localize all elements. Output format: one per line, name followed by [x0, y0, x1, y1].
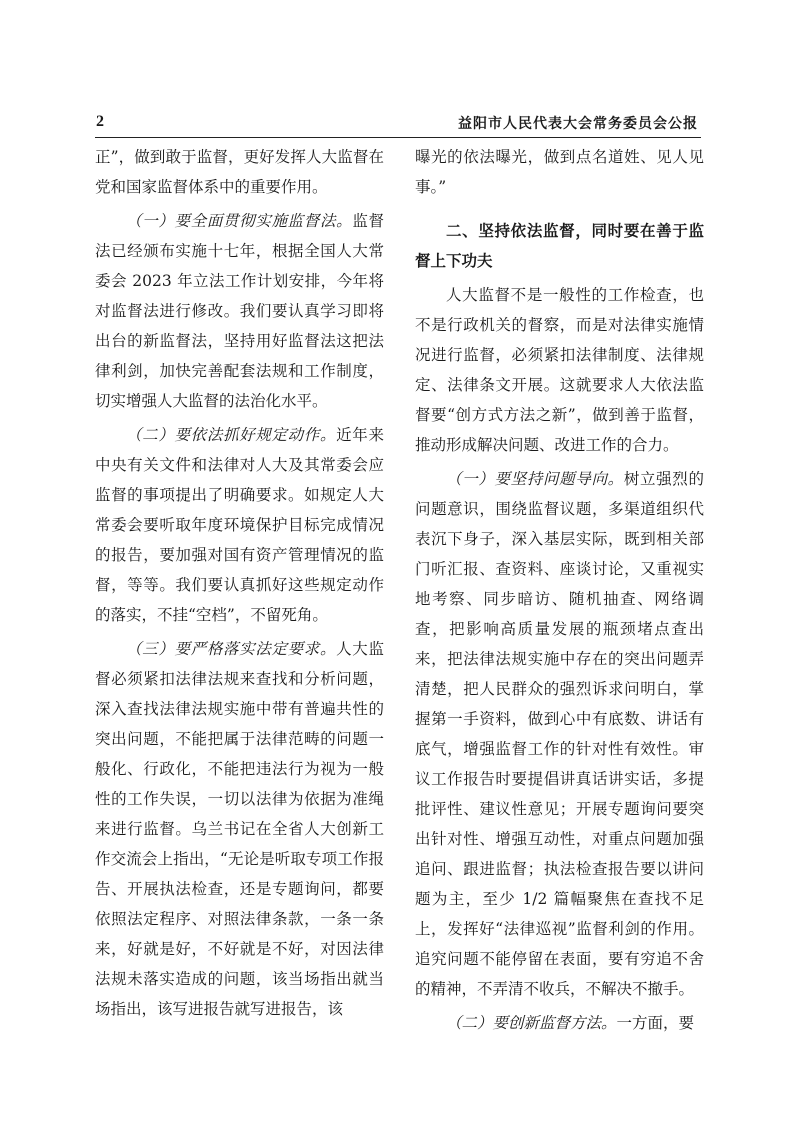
header-rule	[95, 137, 701, 138]
paragraph-body: 树立强烈的问题意识，围绕监督议题，多渠道组织代表沉下身子，深入基层实际，既到相关部门听汇报、查资料、座谈讨论，又重视实地考察、同步暗访、随机抽查、网络调查，把影响高质量发展的瓶颈堵点查出来，把法律法规实施中存在的突出问题弄清楚，把人民群众的强烈诉求问明白，掌握第一手资料，做到心中有底数、讲话有底气，增强监督工作的针对性有效性。审议工作报告时要提倡讲真话讲实话，多提批评性、建议性意见；开展专题询问要突出针对性、增强互动性，对重点问题加强追问、跟进监督；执法检查报告要以讲问题为主，至少 1/2 篇幅聚焦在查找不足上，发挥好“法律巡视”监督利剑的作用。追究问题不能停留在表面，要有穷追不舍的精神，不弄清不收兵，不解决不撤手。	[415, 470, 704, 998]
running-header: 益阳市人民代表大会常务委员会公报	[458, 116, 698, 132]
paragraph-body: 人大监督必须紧扣法律法规来查找和分析问题，深入查找法律法规实施中带有普遍共性的突出问题，不能把属于法律范畴的问题一般化、行政化，不能把违法行为视为一般性的工作失误，一切以法律为依据为准绳来进行监督。乌兰书记在全省人大创新工作交流会上指出，“无论是听取专项工作报告、开展执法检查，还是专题询问，都要依照法定程序、对照法律条款，一条一条来，好就是好，不好就是不好，对因法律法规未落实造成的问题，该当场指出就当场指出，该写进报告就写进报告，该	[95, 640, 384, 1018]
paragraph: 人大监督不是一般性的工作检查，也不是行政机关的督察，而是对法律实施情况进行监督，必须紧扣法律制度、法律规定、法律条文开展。这就要求人大依法监督要“创方式方法之新”，做到善于监督，推动形成解决问题、改进工作的合力。	[415, 286, 704, 454]
paragraph: 曝光的依法曝光，做到点名道姓、见人见事。”	[415, 148, 704, 196]
paragraph-body: 一方面，要	[616, 1014, 695, 1032]
paragraph	[95, 420, 384, 630]
section-lead: （三）要严格落实法定要求。	[126, 640, 337, 658]
section-lead: （一）要坚持问题导向。	[446, 470, 624, 488]
section-lead: （二）要依法抓好规定动作。	[126, 426, 337, 444]
page-number: 2	[96, 113, 104, 130]
paragraph-body: 近年来中央有关文件和法律对人大及其常委会应监督的事项提出了明确要求。如规定人大常委会要听取年度环境保护目标完成情况的报告，要加强对国有资产管理情况的监督，等等。我们要认真抓好这些规定动作的落实，不挂“空档”，不留死角。	[95, 426, 384, 624]
paragraph	[95, 206, 384, 416]
section-lead: （一）要全面贯彻实施监督法。	[126, 212, 353, 230]
section-lead: （二）要创新监督方法。	[446, 1014, 617, 1032]
paragraph	[95, 634, 384, 1024]
left-column	[95, 142, 384, 1024]
paragraph: 正”，做到敢于监督，更好发挥人大监督在党和国家监督体系中的重要作用。	[95, 148, 384, 196]
paragraph	[415, 464, 704, 1004]
paragraph	[415, 1008, 704, 1038]
section-heading: 二、坚持依法监督，同时要在善于监督上下功夫	[415, 222, 704, 270]
right-column	[415, 142, 704, 1038]
paragraph-body: 监督法已经颁布实施十七年，根据全国人大常委会 2023 年立法工作计划安排，今年将对监督法进行修改。我们要认真学习即将出台的新监督法，坚持用好监督法这把法律利剑，加快完善配套法规和工作制度，切实增强人大监督的法治化水平。	[95, 212, 384, 410]
